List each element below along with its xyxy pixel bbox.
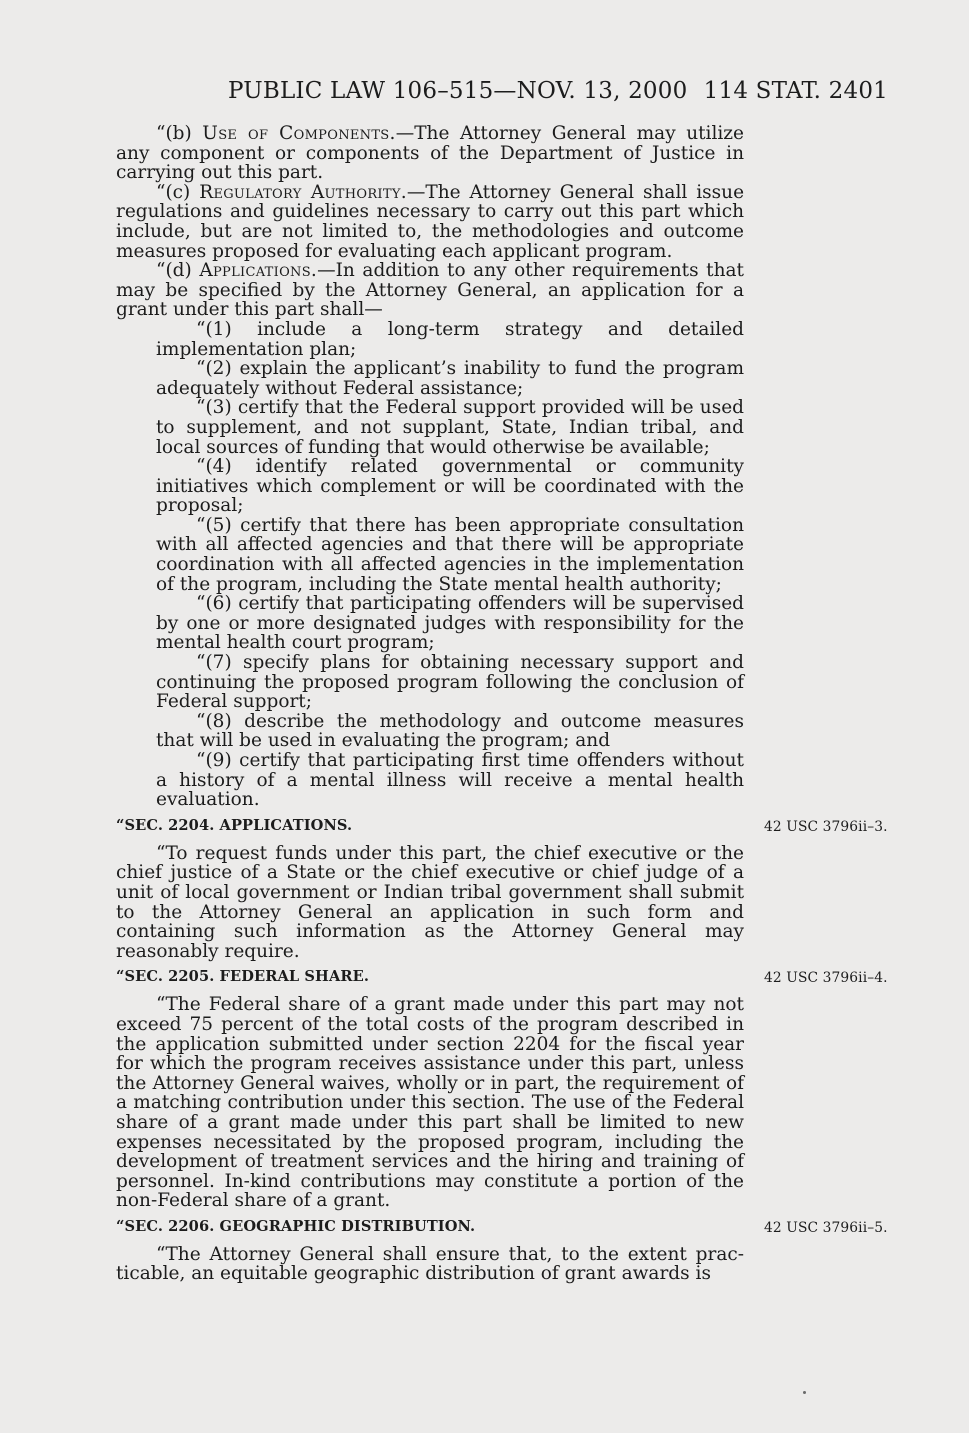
list-item-7: “(7) specify plans for obtaining necessary support and continuing the proposed program following the conclusion of Federal support;: [156, 652, 744, 713]
subsection-d-lead: “(d): [156, 260, 200, 282]
list-item-8: “(8) describe the methodology and outcome measures that will be used in evaluating the program; and: [156, 710, 744, 752]
subsection-c: [116, 183, 744, 261]
subsection-c-text: —The Attorney General shall issue regulations and guidelines necessary to carry out this part which include, but are not limited to, the methodologies and outcome measures proposed for evaluating each applicant program.: [116, 181, 745, 262]
list-item-9: “(9) certify that participating first time offenders without a history of a mental illness will receive a mental health evaluation.: [156, 750, 744, 811]
section-2205-text: “The Federal share of a grant made under this part may not exceed 75 percent of the total costs of the program described in the application submitted under section 2204 for the fiscal year for which the program receives assistance under this part, unless the Attorney General waives, wholly or in part, the requirement of a matching contribution under this section. The use of the Federal share of a grant made under this part shall be limited to new expenses necessitated by the proposed program, including the development of treatment services and the hiring and training of personnel. In-kind contributions may constitute a portion of the non-Federal share of a grant.: [116, 994, 744, 1212]
subsection-c-lead: “(c): [156, 181, 200, 203]
body-text: [116, 123, 888, 1285]
section-2204-title: “SEC. 2204. APPLICATIONS.: [116, 816, 353, 834]
subsection-c-caption: Regulatory Authority.: [199, 181, 407, 203]
section-2206-citation: 42 USC 3796ii–5.: [764, 1219, 888, 1236]
list-item-1: “(1) include a long-term strategy and detailed implementation plan;: [156, 318, 744, 360]
section-2206-text: “The Attorney General shall ensure that, to the extent practicable, an equitable geographic distribution of grant awards is: [116, 1243, 744, 1285]
subsection-d-text: —In addition to any other requirements that may be specified by the Attorney General, an application for a grant under this part shall—: [116, 260, 744, 321]
section-2204-heading: [116, 816, 888, 835]
list-item-6: “(6) certify that participating offenders will be supervised by one or more designated judges with responsibility for the mental health court program;: [156, 593, 744, 654]
list-item-4: “(4) identify related governmental or community initiatives which complement or will be coordinated with the proposal;: [156, 456, 744, 517]
section-2206-heading: [116, 1217, 888, 1236]
list-item-5: “(5) certify that there has been appropriate consultation with all affected agencies and that there will be appropriate coordination with all affected agencies in the implementation of the program, including the State mental health authority;: [156, 514, 744, 595]
section-2204-text: “To request funds under this part, the chief executive or the chief justice of a State or the chief executive or chief judge of a unit of local government or Indian tribal government shall submit to the Attorney General an application in such form and containing such information as the Attorney General may reasonably require.: [116, 842, 744, 962]
section-2205-citation: 42 USC 3796ii–4.: [764, 970, 888, 987]
subsection-b: [116, 124, 744, 183]
subsection-d-caption: Applications.: [199, 260, 318, 282]
subsection-d: [116, 261, 744, 320]
subsection-b-text: —The Attorney General may utilize any component or components of the Department of Justice in carrying out this part.: [116, 123, 744, 184]
subsection-b-lead: “(b): [156, 123, 203, 144]
section-2206-title: “SEC. 2206. GEOGRAPHIC DISTRIBUTION.: [116, 1217, 476, 1235]
section-2205-title: “SEC. 2205. FEDERAL SHARE.: [116, 968, 369, 986]
subsection-b-caption: Use of Components.: [202, 123, 396, 144]
list-item-3: “(3) certify that the Federal support provided will be used to supplement, and not supplant, State, Indian tribal, and local sources of funding that would otherwise be available;: [156, 397, 744, 458]
section-2205-heading: [116, 968, 888, 987]
section-2204-citation: 42 USC 3796ii–3.: [764, 818, 888, 835]
scan-speck: [803, 1391, 806, 1394]
list-item-2: “(2) explain the applicant’s inability to fund the program adequately without Federal assistance;: [156, 358, 744, 399]
header-stat-page: 114 STAT. 2401: [703, 78, 888, 104]
header-title: PUBLIC LAW 106–515—NOV. 13, 2000: [228, 78, 688, 104]
